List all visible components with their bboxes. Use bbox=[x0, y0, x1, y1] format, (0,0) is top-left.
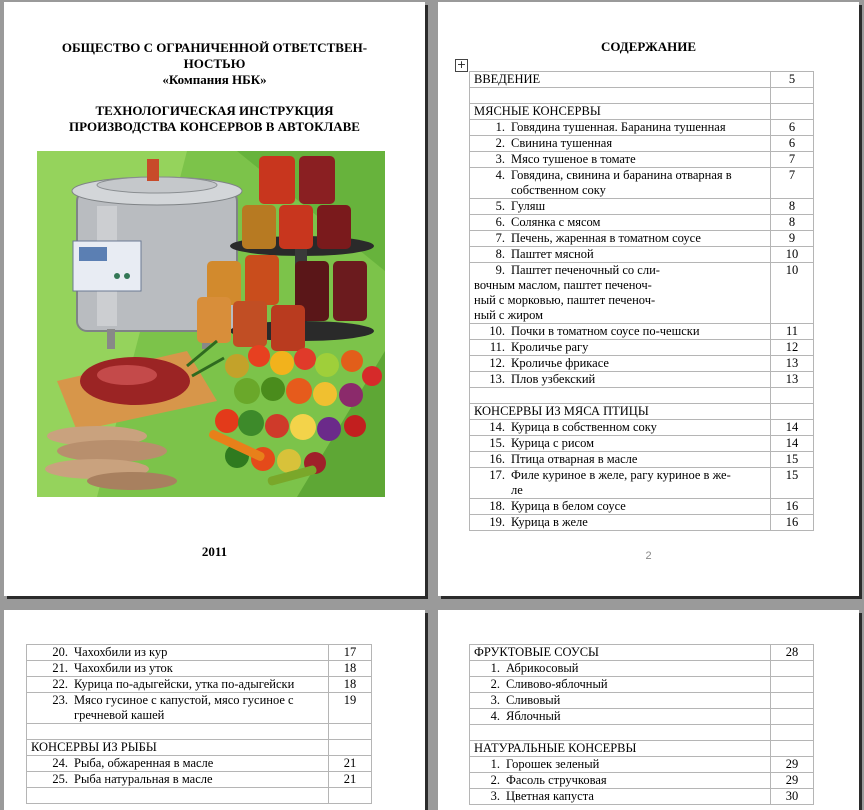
cover-year: 2011 bbox=[201, 544, 228, 559]
table-row: 6. Солянка с мясом 8 bbox=[470, 215, 814, 231]
toc-entry: Гуляш bbox=[511, 199, 546, 213]
toc-entry: Говядина тушенная. Баранина тушенная bbox=[511, 120, 726, 134]
toc-entry-continued: ный с морковью, паштет печеноч- bbox=[474, 293, 656, 307]
toc-entry: Мясо гусиное с капустой, мясо гусиное с гречневой кашей bbox=[74, 693, 294, 722]
page-ref: 21 bbox=[329, 756, 372, 772]
toc-entry: Плов узбекский bbox=[511, 372, 596, 386]
page-ref: 14 bbox=[771, 420, 814, 436]
toc-page-continued bbox=[4, 610, 425, 810]
page-ref: 29 bbox=[771, 773, 814, 789]
page-ref: 19 bbox=[329, 693, 372, 724]
table-row: 7. Печень, жаренная в томатном соусе 9 bbox=[470, 231, 814, 247]
org-line-1: ОБЩЕСТВО С ОГРАНИЧЕННОЙ ОТВЕТСТВЕН- bbox=[61, 40, 368, 55]
toc-entry: Абрикосовый bbox=[506, 661, 579, 675]
toc-page-continued bbox=[438, 610, 859, 810]
cover-page bbox=[4, 2, 425, 596]
table-row: 25. Рыба натуральная в масле 21 bbox=[27, 772, 372, 788]
cover-photo bbox=[37, 151, 385, 497]
toc-entry: Яблочный bbox=[506, 709, 561, 723]
toc-entry: Филе куриное в желе, рагу куриное в же- bbox=[511, 468, 731, 482]
table-row: 10. Почки в томатном соусе по-чешски 11 bbox=[470, 324, 814, 340]
table-row: 1. Абрикосовый bbox=[470, 661, 814, 677]
org-line-2: НОСТЬЮ bbox=[183, 56, 246, 71]
organization-name bbox=[24, 40, 405, 88]
page-ref: 15 bbox=[771, 452, 814, 468]
table-row: 11. Кроличье рагу 12 bbox=[470, 340, 814, 356]
toc-entry: Курица по-адыгейски, утка по-адыгейски bbox=[74, 677, 295, 691]
page-ref: 7 bbox=[771, 152, 814, 168]
table-row bbox=[27, 740, 372, 756]
toc-entry: Рыба, обжаренная в масле bbox=[74, 756, 214, 770]
table-row bbox=[470, 72, 814, 88]
page-ref: 21 bbox=[329, 772, 372, 788]
toc-entry: Курица в собственном соку bbox=[511, 420, 657, 434]
toc-entry: Свинина тушенная bbox=[511, 136, 613, 150]
toc-entry: Рыба натуральная в масле bbox=[74, 772, 213, 786]
section-title-meat[interactable]: МЯСНЫЕ КОНСЕРВЫ bbox=[470, 104, 771, 120]
table-row bbox=[470, 741, 814, 757]
page-ref: 13 bbox=[771, 372, 814, 388]
page-ref: 8 bbox=[771, 215, 814, 231]
table-row: 24. Рыба, обжаренная в масле 21 bbox=[27, 756, 372, 772]
page-ref: 12 bbox=[771, 340, 814, 356]
table-row: 21. Чахохбили из уток 18 bbox=[27, 661, 372, 677]
table-row: 22. Курица по-адыгейски, утка по-адыгейски 18 bbox=[27, 677, 372, 693]
page-ref: 14 bbox=[771, 436, 814, 452]
page-ref: 6 bbox=[771, 136, 814, 152]
table-row bbox=[27, 724, 372, 740]
page-ref: 7 bbox=[771, 168, 814, 199]
section-title-fish[interactable]: КОНСЕРВЫ ИЗ РЫБЫ bbox=[27, 740, 329, 756]
page-ref: 11 bbox=[771, 324, 814, 340]
table-row: 2. Фасоль стручковая 29 bbox=[470, 773, 814, 789]
toc-entry: Печень, жаренная в томатном соусе bbox=[511, 231, 701, 245]
table-row bbox=[27, 788, 372, 804]
page-ref: 18 bbox=[329, 661, 372, 677]
toc-entry-continued: вочным маслом, паштет печеноч- bbox=[474, 278, 652, 292]
toc-entry: Курица в желе bbox=[511, 515, 588, 529]
toc-page bbox=[438, 2, 859, 596]
table-row: 13. Плов узбекский 13 bbox=[470, 372, 814, 388]
table-row bbox=[470, 645, 814, 661]
toc-table bbox=[469, 71, 814, 531]
title-line-1: ТЕХНОЛОГИЧЕСКАЯ ИНСТРУКЦИЯ bbox=[95, 103, 334, 118]
toc-entry: Чахохбили из кур bbox=[74, 645, 168, 659]
page-ref: 28 bbox=[771, 645, 814, 661]
toc-entry-continued: ный с жиром bbox=[474, 308, 544, 322]
page-ref: 9 bbox=[771, 231, 814, 247]
table-row: 12. Кроличье фрикасе 13 bbox=[470, 356, 814, 372]
table-row: 2. Свинина тушенная 6 bbox=[470, 136, 814, 152]
toc-entry: Курица с рисом bbox=[511, 436, 595, 450]
table-row bbox=[470, 88, 814, 104]
page-ref: 6 bbox=[771, 120, 814, 136]
table-row: 14. Курица в собственном соку 14 bbox=[470, 420, 814, 436]
page-ref: 8 bbox=[771, 199, 814, 215]
table-row: 9. Паштет печеночный со сли- вочным маслом, паштет печеноч- ный с морковью, паштет печеноч- ный с жиром 10 bbox=[470, 263, 814, 324]
org-line-3: «Компания НБК» bbox=[162, 72, 267, 87]
section-title-fruit-sauces[interactable]: ФРУКТОВЫЕ СОУСЫ bbox=[470, 645, 771, 661]
page-ref: 13 bbox=[771, 356, 814, 372]
table-row: 3. Мясо тушеное в томате 7 bbox=[470, 152, 814, 168]
table-row: 15. Курица с рисом 14 bbox=[470, 436, 814, 452]
table-row: 3. Цветная капуста 30 bbox=[470, 789, 814, 805]
page-ref: 29 bbox=[771, 757, 814, 773]
toc-table bbox=[469, 644, 814, 805]
section-title-poultry[interactable]: КОНСЕРВЫ ИЗ МЯСА ПТИЦЫ bbox=[470, 404, 771, 420]
toc-entry: Сливово-яблочный bbox=[506, 677, 608, 691]
table-row: 19. Курица в желе 16 bbox=[470, 515, 814, 531]
toc-entry: Цветная капуста bbox=[506, 789, 594, 803]
toc-heading: СОДЕРЖАНИЕ bbox=[600, 39, 697, 54]
section-title-natural[interactable]: НАТУРАЛЬНЫЕ КОНСЕРВЫ bbox=[470, 741, 771, 757]
table-row: 3. Сливовый bbox=[470, 693, 814, 709]
toc-entry: Чахохбили из уток bbox=[74, 661, 173, 675]
table-row bbox=[470, 388, 814, 404]
page-ref: 16 bbox=[771, 515, 814, 531]
page-ref: 16 bbox=[771, 499, 814, 515]
toc-entry: Солянка с мясом bbox=[511, 215, 601, 229]
toc-entry: Кроличье рагу bbox=[511, 340, 589, 354]
toc-entry: Говядина, свинина и баранина отварная в собственном соку bbox=[511, 168, 732, 197]
page-ref: 10 bbox=[771, 263, 814, 324]
table-row: 17. Филе куриное в желе, рагу куриное в же- ле 15 bbox=[470, 468, 814, 499]
toc-entry: Курица в белом соусе bbox=[511, 499, 626, 513]
table-row: 5. Гуляш 8 bbox=[470, 199, 814, 215]
section-title-intro[interactable]: ВВЕДЕНИЕ bbox=[470, 72, 771, 88]
page-ref: 15 bbox=[771, 468, 814, 499]
table-row bbox=[470, 104, 814, 120]
table-row bbox=[470, 725, 814, 741]
page-ref: 18 bbox=[329, 677, 372, 693]
table-row: 1. Говядина тушенная. Баранина тушенная 6 bbox=[470, 120, 814, 136]
document-title bbox=[24, 103, 405, 135]
table-row: 1. Горошек зеленый 29 bbox=[470, 757, 814, 773]
toc-table bbox=[26, 644, 372, 804]
table-row: 23. Мясо гусиное с капустой, мясо гусиное с гречневой кашей 19 bbox=[27, 693, 372, 724]
table-row: 8. Паштет мясной 10 bbox=[470, 247, 814, 263]
page-ref: 10 bbox=[771, 247, 814, 263]
toc-entry: Паштет печеночный со сли- bbox=[511, 263, 660, 277]
toc-entry: Паштет мясной bbox=[511, 247, 594, 261]
table-row: 2. Сливово-яблочный bbox=[470, 677, 814, 693]
toc-entry: Птица отварная в масле bbox=[511, 452, 638, 466]
toc-entry: Мясо тушеное в томате bbox=[511, 152, 636, 166]
table-row: 4. Яблочный bbox=[470, 709, 814, 725]
toc-entry: Фасоль стручковая bbox=[506, 773, 607, 787]
toc-entry: Горошек зеленый bbox=[506, 757, 600, 771]
page-ref: 5 bbox=[771, 72, 814, 88]
toc-entry: Кроличье фрикасе bbox=[511, 356, 609, 370]
page-number: 2 bbox=[645, 550, 652, 562]
table-row: 16. Птица отварная в масле 15 bbox=[470, 452, 814, 468]
toc-entry-continued: ле bbox=[511, 483, 523, 497]
table-row: 20. Чахохбили из кур 17 bbox=[27, 645, 372, 661]
table-row bbox=[470, 404, 814, 420]
toc-entry: Почки в томатном соусе по-чешски bbox=[511, 324, 700, 338]
table-row: 4. Говядина, свинина и баранина отварная в собственном соку 7 bbox=[470, 168, 814, 199]
page-ref: 17 bbox=[329, 645, 372, 661]
page-ref: 30 bbox=[771, 789, 814, 805]
toc-entry: Сливовый bbox=[506, 693, 561, 707]
table-row: 18. Курица в белом соусе 16 bbox=[470, 499, 814, 515]
table-move-handle-icon[interactable]: + bbox=[456, 58, 467, 71]
title-line-2: ПРОИЗВОДСТВА КОНСЕРВОВ В АВТОКЛАВЕ bbox=[69, 119, 360, 134]
